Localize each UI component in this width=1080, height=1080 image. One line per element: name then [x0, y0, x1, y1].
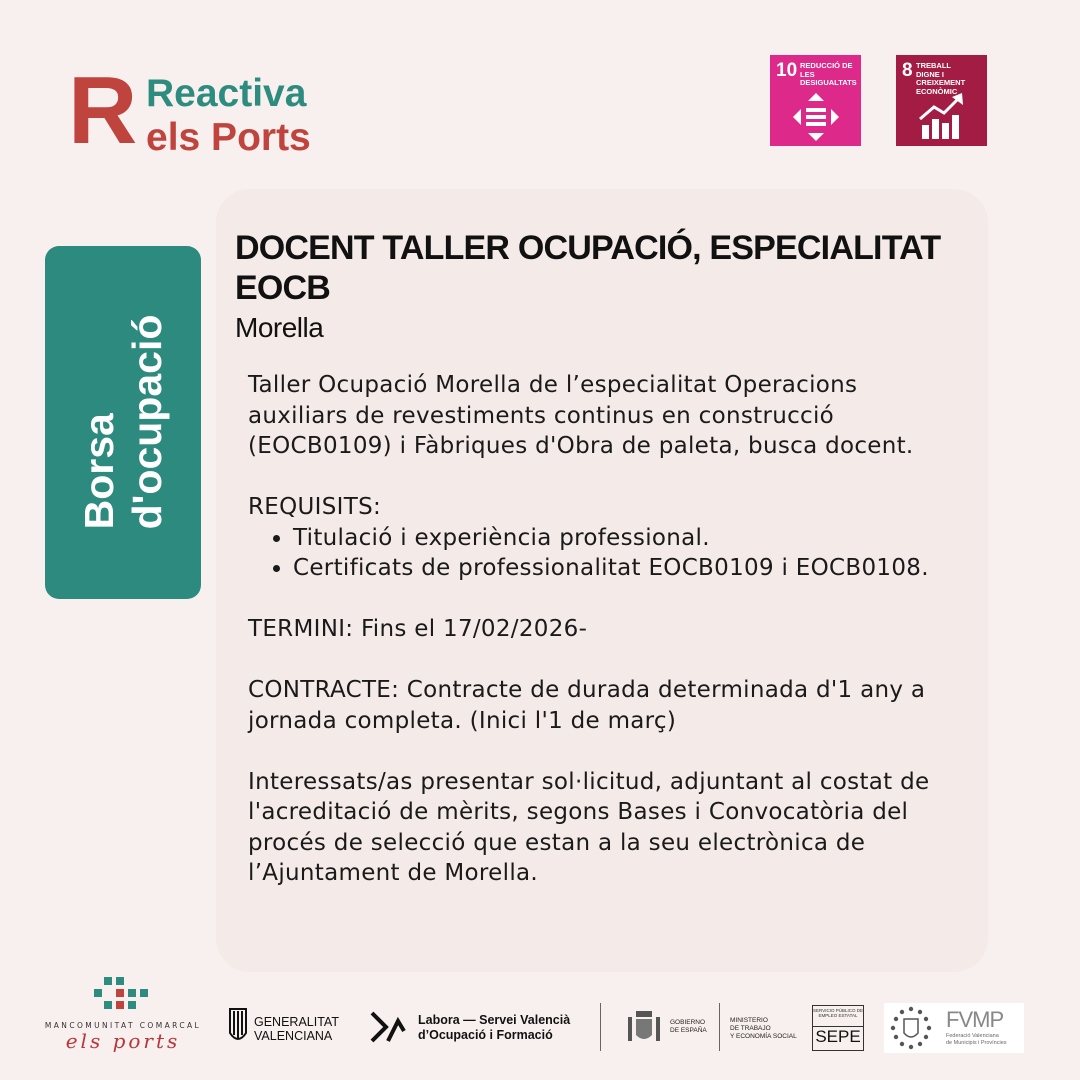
contract-text: CONTRACTE: Contracte de durada determinada d'1 any a jornada completa. (Inici l'1 de març)	[248, 677, 926, 734]
job-title: DOCENT TALLER OCUPACIÓ, ESPECIALITAT EOCB	[235, 229, 941, 307]
footer-divider	[719, 1003, 720, 1051]
logo-letter: R	[68, 57, 136, 164]
job-intro: Taller Ocupació Morella de l’especialitat Operacions auxiliars de revestiments continus en construcció (EOCB0109) i Fàbriques d'Obra de paleta, busca docent.	[248, 372, 914, 459]
sepe-small-text: SERVICIO PÚBLICO DE EMPLEO ESTATAL	[813, 1008, 863, 1018]
sdg-8-label: TREBALL DIGNE I CREIXEMENT ECONÒMIC	[916, 61, 966, 96]
labora-line-2: d’Ocupació i Formació	[418, 1028, 553, 1042]
labora-line-1: Labora — Servei Valencià	[418, 1013, 571, 1027]
reactiva-logo	[68, 57, 338, 164]
ministerio-text	[730, 1017, 797, 1041]
gobierno-line-1: GOBIERNO	[670, 1019, 706, 1026]
ministerio-line-3: Y ECONOMÍA SOCIAL	[730, 1033, 797, 1040]
side-label-panel	[45, 246, 201, 599]
footer-logos	[0, 975, 1080, 1080]
mancomunitat-small-text: MANCOMUNITAT COMARCAL	[44, 1021, 202, 1030]
deadline-text: TERMINI: Fins el 17/02/2026-	[248, 616, 588, 642]
fvmp-big-text: FVMP	[946, 1007, 1004, 1032]
fvmp-small-line-1: Federació Valenciana	[946, 1033, 999, 1039]
mancomunitat-logo	[38, 975, 208, 1055]
sepe-logo	[812, 1005, 864, 1051]
fvmp-small-line-2: de Municipis i Províncies	[946, 1040, 1007, 1046]
sdg-10-number: 10	[776, 60, 798, 81]
sdg-8-badge	[896, 55, 987, 146]
side-label-text	[75, 315, 171, 530]
generalitat-line-2: VALENCIANA	[254, 1029, 333, 1043]
generalitat-line-1: GENERALITAT	[254, 1015, 339, 1029]
job-location: Morella	[235, 312, 324, 343]
side-label-line-2: d'ocupació	[124, 314, 170, 530]
requirements-heading: REQUISITS:	[248, 494, 382, 520]
spain-coat-of-arms-icon	[624, 1007, 664, 1047]
job-description	[248, 370, 958, 889]
requirement-item: • Certificats de professionalitat EOCB0109 i EOCB0108.	[293, 553, 958, 584]
requirement-item: • Titulació i experiència professional.	[293, 523, 958, 554]
sepe-big-text: SEPE	[813, 1026, 863, 1047]
eu-stars-crest-icon	[888, 1005, 934, 1051]
logo-line-2: els Ports	[146, 116, 311, 159]
sdg-8-number: 8	[902, 60, 913, 81]
equality-arrows-icon	[790, 91, 842, 143]
sdg-10-label: REDUCCIÓ DE LES DESIGUALTATS	[800, 61, 857, 87]
fvmp-logo	[884, 1003, 1024, 1053]
logo-line-1: Reactiva	[146, 72, 307, 115]
requirements-list	[248, 523, 958, 584]
mancomunitat-big-text: els ports	[65, 1029, 181, 1053]
labora-mark-icon	[368, 1007, 408, 1047]
side-label-line-1: Borsa	[76, 413, 122, 530]
sdg-10-badge	[770, 55, 861, 146]
apply-text: Interessats/as presentar sol·licitud, adjuntant al costat de l'acreditació de mèrits, segons Bases i Convocatòria del procés de selecció que estan a la seu electrònica de l’Ajuntament de Morella.	[248, 768, 930, 886]
gobierno-line-2: DE ESPAÑA	[670, 1027, 707, 1034]
footer-divider	[600, 1003, 601, 1051]
ministerio-line-2: DE TRABAJO	[730, 1025, 771, 1032]
ministerio-line-1: MINISTERIO	[730, 1017, 768, 1024]
growth-chart-icon	[916, 91, 968, 143]
mancomunitat-emblem-icon	[90, 975, 156, 1017]
generalitat-crest-icon	[228, 1005, 248, 1049]
